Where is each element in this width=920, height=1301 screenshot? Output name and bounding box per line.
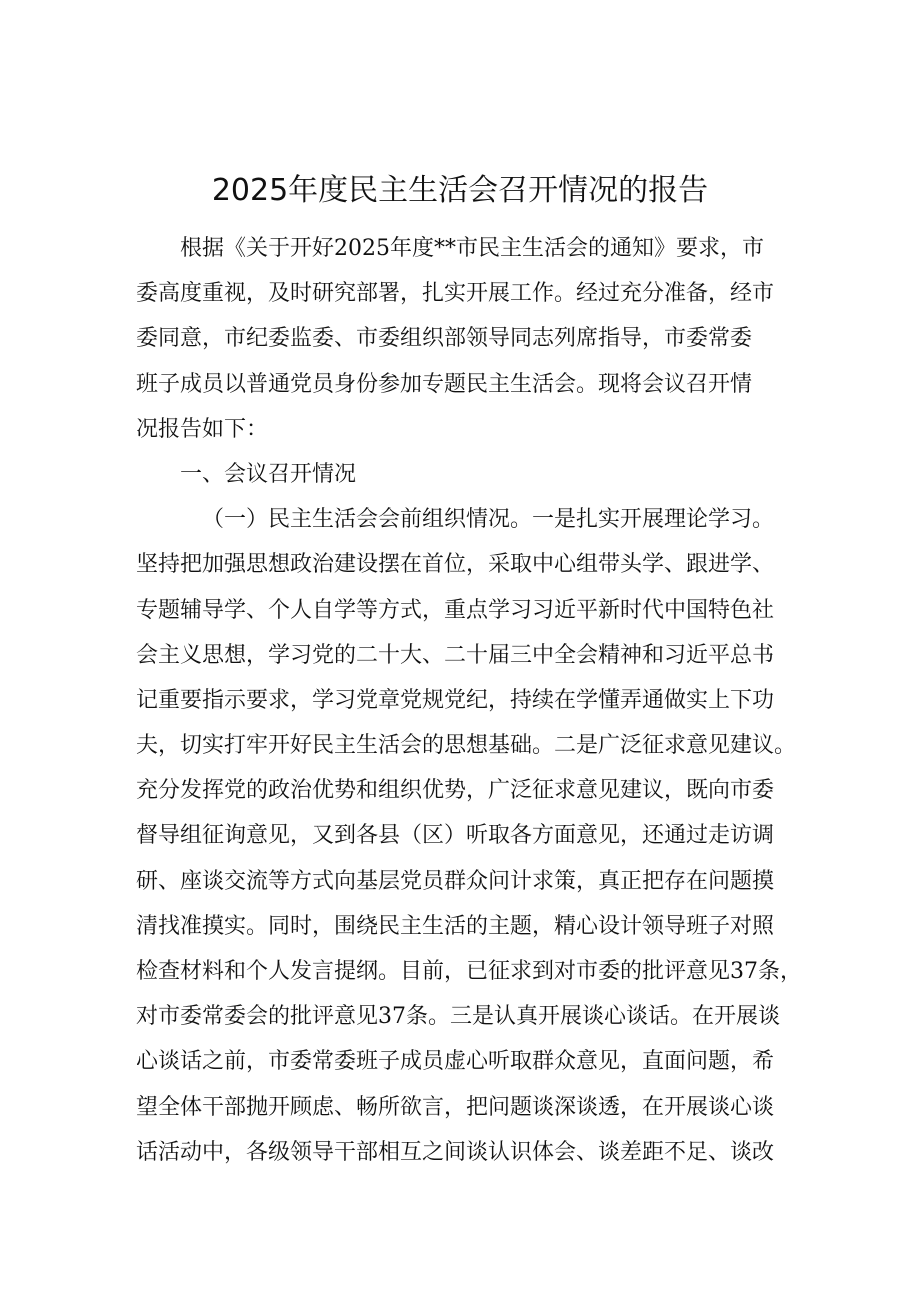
paragraph-line: 研、座谈交流等方式向基层党员群众问计求策，真正把存在问题摸: [136, 868, 775, 894]
paragraph-line: 班子成员以普通党员身份参加专题民主生活会。现将会议召开情: [136, 371, 753, 397]
paragraph-line: 委同意，市纪委监委、市委组织部领导同志列席指导，市委常委: [136, 326, 753, 352]
paragraph-line: 会主义思想，学习党的二十大、二十届三中全会精神和习近平总书: [136, 642, 775, 668]
paragraph-line: 根据《关于开好2025年度**市民主生活会的通知》要求，市: [180, 236, 764, 261]
paragraph-line: 对市委常委会的批评意见37条。三是认真开展谈心谈话。在开展谈: [136, 1004, 780, 1030]
section-heading: 一、会议召开情况: [180, 461, 357, 487]
paragraph-line: 清找准摸实。同时，围绕民主生活的主题，精心设计领导班子对照: [136, 913, 775, 939]
paragraph-line: 充分发挥党的政治优势和组织优势，广泛征求意见建议，既向市委: [136, 778, 775, 804]
paragraph-line: 委高度重视，及时研究部署，扎实开展工作。经过充分准备，经市: [136, 281, 775, 307]
document-body: [136, 226, 802, 1175]
document-title: 2025年度民主生活会召开情况的报告: [211, 173, 709, 208]
paragraph-line: 况报告如下：: [136, 416, 269, 442]
paragraph-line: 望全体干部抛开顾虑、畅所欲言，把问题谈深谈透，在开展谈心谈: [136, 1094, 775, 1120]
paragraph-line: 夫，切实打牢开好民主生活会的思想基础。二是广泛征求意见建议。: [136, 733, 797, 759]
paragraph-line: 检查材料和个人发言提纲。目前，已征求到对市委的批评意见37条，: [136, 959, 802, 984]
paragraph-line: 心谈话之前，市委常委班子成员虚心听取群众意见，直面问题，希: [136, 1049, 775, 1075]
subsection-heading-line: （一）民主生活会会前组织情况。一是扎实开展理论学习。: [202, 507, 775, 533]
paragraph-line: 专题辅导学、个人自学等方式，重点学习习近平新时代中国特色社: [136, 597, 775, 623]
paragraph-line: 督导组征询意见，又到各县（区）听取各方面意见，还通过走访调: [136, 823, 775, 849]
paragraph-line: 坚持把加强思想政治建设摆在首位，采取中心组带头学、跟进学、: [136, 552, 775, 578]
paragraph-line: 话活动中，各级领导干部相互之间谈认识体会、谈差距不足、谈改: [136, 1139, 775, 1165]
paragraph-line: 记重要指示要求，学习党章党规党纪，持续在学懂弄通做实上下功: [136, 687, 775, 713]
